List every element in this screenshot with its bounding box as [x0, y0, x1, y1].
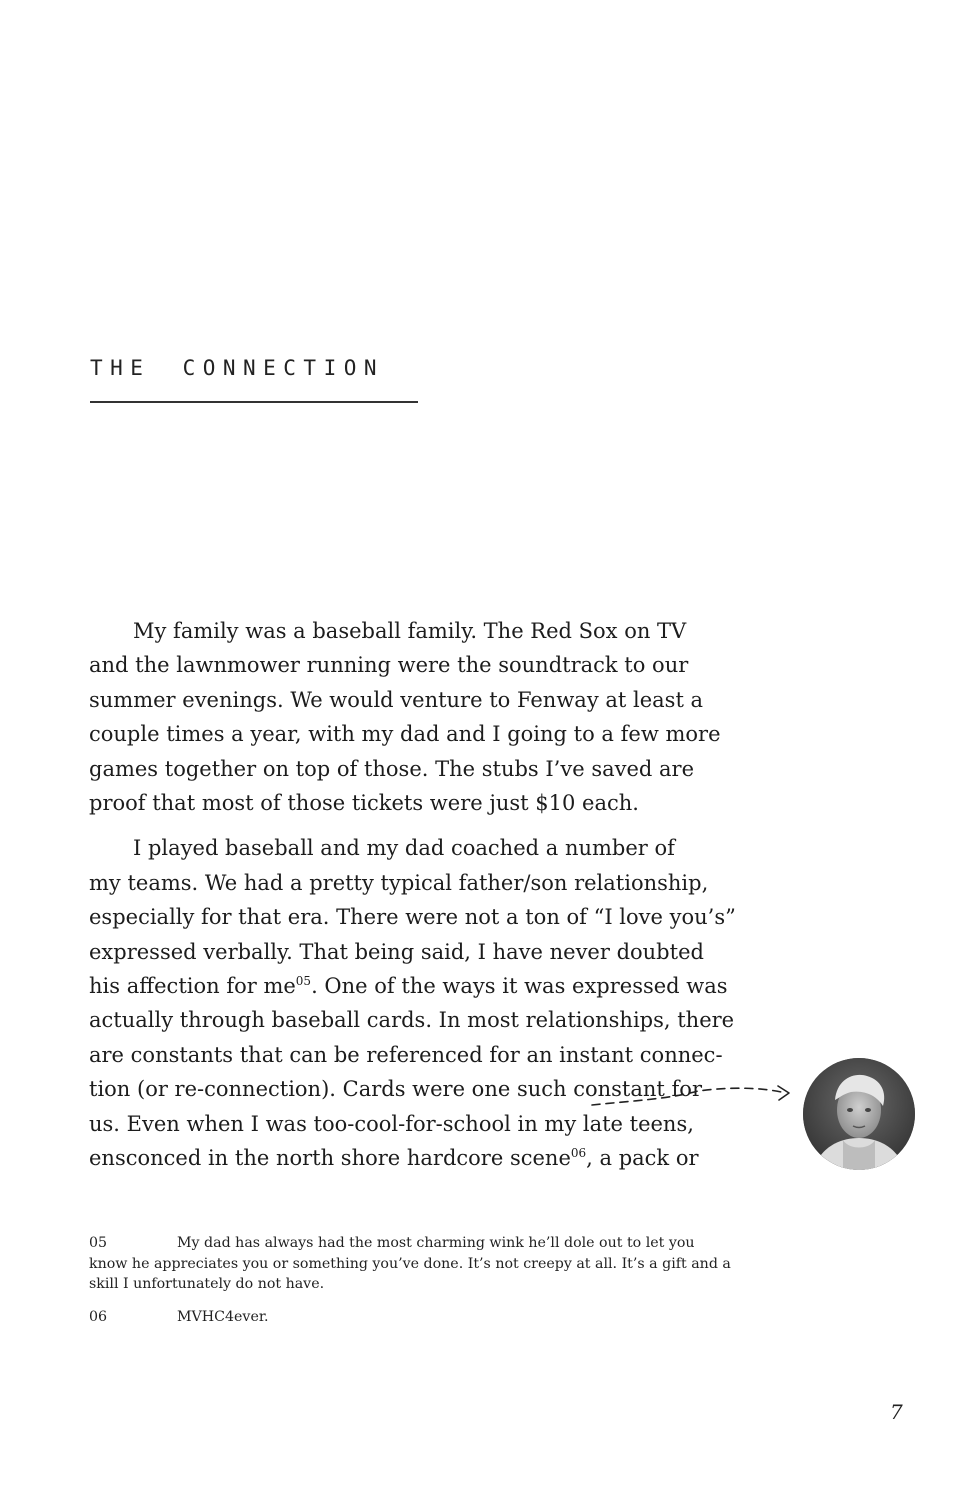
paragraph-gap [89, 820, 719, 831]
title-underline [90, 401, 418, 403]
paragraph-1 [89, 614, 719, 820]
text-line: summer evenings. We would venture to Fenway at least a [89, 687, 704, 712]
text-line: My family was a baseball family. The Red Sox on TV [133, 619, 687, 643]
footnote-line [89, 1307, 719, 1328]
section-title: THE CONNECTION [90, 356, 385, 380]
text-line: tion (or re-connection). Cards were one such constant for [89, 1077, 702, 1102]
text-segment: ensconced in the north shore hardcore scene [89, 1146, 571, 1171]
text-line: proof that most of those tickets were just $10 each. [89, 791, 639, 816]
text-line: games together on top of those. The stubs I’ve saved are [89, 756, 695, 781]
text-line [89, 969, 728, 1003]
footnote-text: My dad has always had the most charming wink he’ll dole out to let you [177, 1235, 695, 1251]
footnote-05 [89, 1233, 731, 1295]
text-line [89, 1141, 719, 1175]
text-segment: his affection for me [89, 974, 296, 999]
text-line: and the lawnmower running were the soundtrack to our [89, 653, 689, 678]
footnotes [89, 1233, 731, 1339]
text-line: couple times a year, with my dad and I going to a few more [89, 722, 721, 747]
dashed-arrow-icon [590, 1077, 800, 1117]
text-line: expressed verbally. That being said, I have never doubted [89, 939, 704, 964]
footnote-ref-06[interactable]: 06 [570, 1146, 587, 1161]
footnote-number: 05 [89, 1235, 108, 1251]
paragraph-2 [89, 831, 736, 1175]
footnote-line: skill I unfortunately do not have. [89, 1276, 325, 1292]
text-line: us. Even when I was too-cool-for-school in my late teens, [89, 1111, 694, 1136]
footnote-line [89, 1233, 719, 1254]
text-line: actually through baseball cards. In most relationships, there [89, 1008, 735, 1033]
footnote-06 [89, 1307, 719, 1328]
footnote-ref-05[interactable]: 05 [295, 974, 312, 989]
text-line: my teams. We had a pretty typical father/son relationship, [89, 870, 709, 895]
footnote-number: 06 [89, 1308, 108, 1325]
footnote-line: know he appreciates you or something you’ve done. It’s not creepy at all. It’s a gift and a [89, 1255, 731, 1272]
portrait-photo-graphic [803, 1058, 915, 1170]
text-line: especially for that era. There were not a ton of “I love you’s” [89, 905, 736, 930]
portrait-photo-icon [803, 1058, 915, 1170]
text-line: are constants that can be referenced for an instant connec- [89, 1042, 723, 1067]
page-number: 7 [890, 1400, 903, 1424]
text-segment: . One of the ways it was expressed was [311, 974, 728, 999]
text-segment: , a pack or [586, 1146, 699, 1171]
footnote-text: MVHC4ever. [177, 1308, 269, 1325]
text-line: I played baseball and my dad coached a number of [133, 836, 675, 861]
